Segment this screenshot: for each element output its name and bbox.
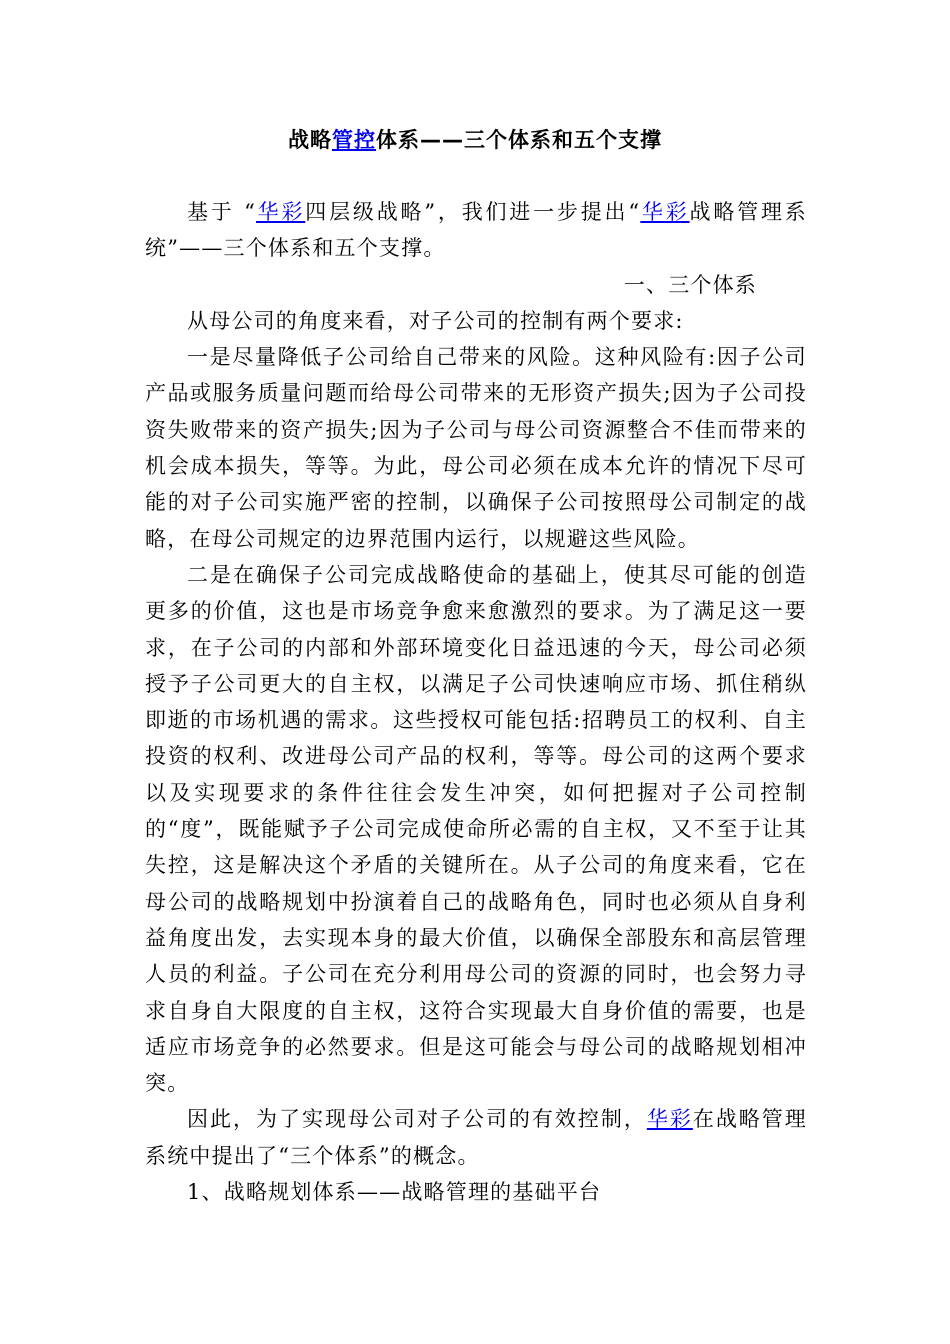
title-text-pre: 战略	[288, 128, 332, 152]
page-title	[0, 124, 950, 154]
text-span: 基于 “	[187, 200, 257, 224]
paragraph-first-requirement: 一是尽量降低子公司给自己带来的风险。这种风险有:因子公司产品或服务质量问题而给母公司带来的无形资产损失;因为子公司投资失败带来的资产损失;因为子公司与母公司资源整合不佳而带来的机会成本损失，等等。为此，母公司必须在成本允许的情况下尽可能的对子公司实施严密的控制，以确保子公司按照母公司制定的战略，在母公司规定的边界范围内运行，以规避这些风险。	[145, 345, 807, 551]
subheading-strategic-planning: 1、战略规划体系——战略管理的基础平台	[187, 1180, 602, 1205]
paragraph-second-requirement: 二是在确保子公司完成战略使命的基础上，使其尽可能的创造更多的价值，这也是市场竞争愈来愈激烈的要求。为了满足这一要求，在子公司的内部和外部环境变化日益迅速的今天，母公司必须授予子公司更大的自主权，以满足子公司快速响应市场、抓住稍纵即逝的市场机遇的需求。这些授权可能包括:招聘员工的权利、自主投资的权利、改进母公司产品的权利，等等。母公司的这两个要求以及实现要求的条件往往会发生冲突，如何把握对子公司控制的“度”，既能赋予子公司完成使命所必需的自主权，又不至于让其失控，这是解决这个矛盾的关键所在。从子公司的角度来看，它在母公司的战略规划中扮演着自己的战略角色，同时也必须从自身利益角度出发，去实现本身的最大价值，以确保全部股东和高层管理人员的利益。子公司在充分利用母公司的资源的同时，也会努力寻求自身自大限度的自主权，这符合实现最大自身价值的需要，也是适应市场竞争的必然要求。但是这可能会与母公司的战略规划相冲突。	[145, 562, 807, 1096]
paragraph-intro	[145, 194, 807, 267]
paragraph-conclusion	[145, 1101, 807, 1174]
text-span: 战略管理系统”——三个体系和五个支撑。	[145, 200, 807, 261]
text-span: 四层级战略”，我们进一步提出“	[305, 200, 641, 224]
paragraph-requirements: 从母公司的角度来看，对子公司的控制有两个要求:	[187, 308, 684, 333]
huacai-link-1[interactable]: 华彩	[256, 200, 306, 224]
section-heading: 一、三个体系	[623, 272, 757, 297]
huacai-link-2[interactable]: 华彩	[640, 200, 690, 224]
text-span: 因此，为了实现母公司对子公司的有效控制，	[187, 1107, 647, 1132]
title-text-post: 体系——三个体系和五个支撑	[376, 128, 662, 152]
title-link[interactable]: 管控	[332, 128, 376, 152]
text-span: 在战略管理系统中提出了“三个体系”的概念。	[145, 1107, 807, 1168]
document-body	[145, 194, 807, 1210]
huacai-link-3[interactable]: 华彩	[646, 1107, 693, 1132]
